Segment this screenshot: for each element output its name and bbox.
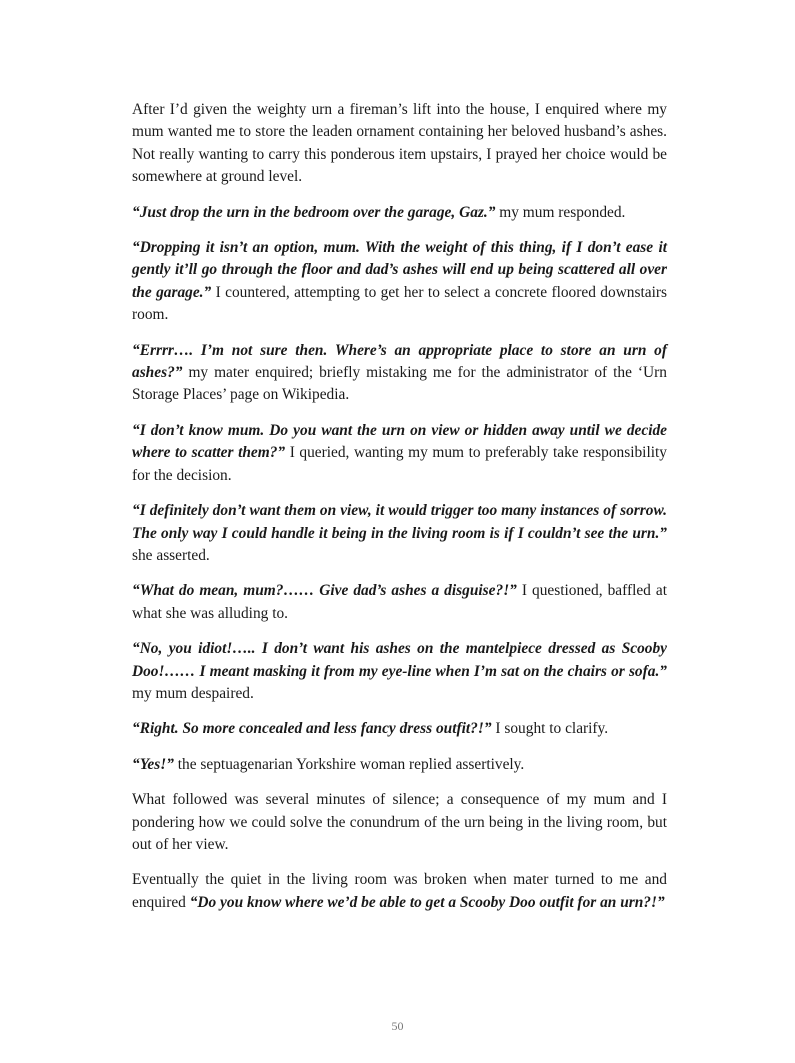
narration-text: my mum responded. — [495, 203, 626, 221]
dialogue-quote: “I definitely don’t want them on view, it would trigger too many instances of sorrow. The only way I could handle it being in the living room is if I couldn’t see the urn.” — [132, 502, 667, 542]
dialogue-quote: “Do you know where we’d be able to get a Scooby Doo outfit for an urn?!” — [189, 893, 665, 911]
paragraph — [132, 500, 667, 567]
narration-text: I sought to clarify. — [491, 720, 609, 738]
narration-text: What followed was several minutes of silence; a consequence of my mum and I pondering how we could solve the conundrum of the urn being in the living room, but out of her view. — [132, 791, 667, 853]
dialogue-quote: “I don’t know mum. Do you want the urn on view or hidden away until we decide where to scatter them?” — [132, 421, 667, 462]
paragraph — [132, 237, 667, 327]
page-number: 50 — [391, 1019, 404, 1033]
dialogue-quote: “No, you idiot!….. I don’t want his ashes on the mantelpiece dressed as Scooby Doo!…… I meant masking it from my eye-line when I’m sat on the chairs or sofa.” — [132, 640, 667, 680]
dialogue-quote: “Errrr…. I’m not sure then. Where’s an appropriate place to store an urn of ashes?” — [132, 341, 667, 382]
paragraph — [132, 718, 667, 740]
narration-text: the septuagenarian Yorkshire woman replied assertively. — [173, 755, 525, 773]
narration-text: Eventually the quiet in the living room was broken when mater turned to me and enquired — [132, 871, 667, 911]
dialogue-quote: “What do mean, mum?…… Give dad’s ashes a disguise?!” — [132, 582, 517, 600]
dialogue-quote: “Yes!” — [132, 755, 174, 773]
paragraph — [132, 340, 667, 407]
narration-text: I queried, wanting my mum to preferably take responsibility for the decision. — [132, 444, 667, 484]
narration-text: my mater enquired; briefly mistaking me for the administrator of the ‘Urn Storage Places’ page on Wikipedia. — [132, 364, 667, 404]
paragraph — [132, 99, 667, 189]
narration-text: I countered, attempting to get her to select a concrete floored downstairs room. — [132, 283, 667, 324]
narration-text: she asserted. — [132, 546, 210, 564]
paragraph — [132, 580, 667, 625]
narration-text: my mum despaired. — [132, 684, 254, 702]
paragraph — [132, 420, 667, 487]
dialogue-quote: “Right. So more concealed and less fancy dress outfit?!” — [132, 720, 492, 738]
dialogue-quote: “Dropping it isn’t an option, mum. With the weight of this thing, if I don’t ease it gently it’ll go through the floor and dad’s ashes will end up being scattered all over the garage.” — [132, 239, 667, 301]
paragraph — [132, 754, 667, 776]
narration-text: I questioned, baffled at what she was alluding to. — [132, 582, 667, 622]
narration-text: After I’d given the weighty urn a fireman’s lift into the house, I enquired where my mum wanted me to store the leaden ornament containing her beloved husband’s ashes. Not really wanting to carry this ponderous item upstairs, I prayed her choice would be somewhere at ground level. — [132, 101, 667, 186]
dialogue-quote: “Just drop the urn in the bedroom over the garage, Gaz.” — [132, 203, 496, 221]
paragraph — [132, 789, 667, 856]
body-text — [132, 99, 667, 927]
paragraph — [132, 869, 667, 914]
paragraph — [132, 202, 667, 224]
paragraph — [132, 638, 667, 705]
